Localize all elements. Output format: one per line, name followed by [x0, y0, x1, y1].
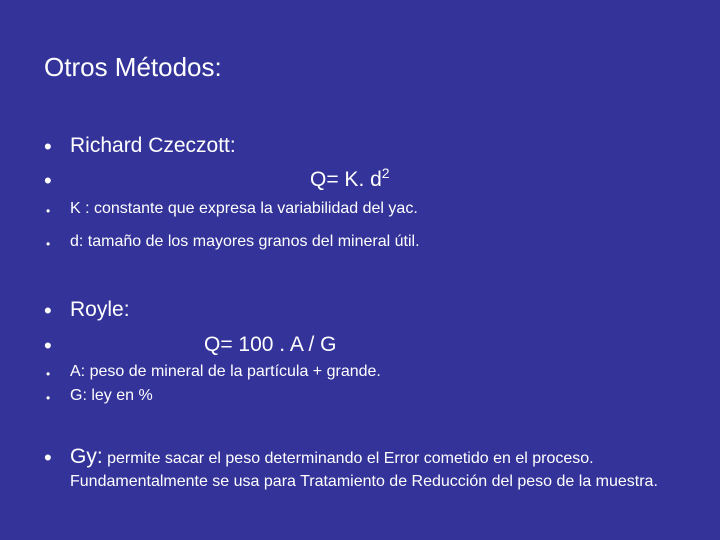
bullet-royle: •	[44, 298, 52, 323]
royle-item-g: G: ley en %	[70, 387, 153, 404]
czeczott-formula-exponent: 2	[381, 165, 390, 181]
gy-label: Gy:	[70, 445, 103, 468]
czeczott-item-d: d: tamaño de los mayores granos del mineral útil.	[70, 233, 420, 250]
gy-text-1: permite sacar el peso determinando el Error cometido en el proceso.	[107, 450, 594, 467]
bullet-czeczott-item-1: •	[46, 204, 51, 218]
royle-formula: Q= 100 . A / G	[204, 333, 337, 356]
slide-title: Otros Métodos:	[44, 52, 222, 82]
royle-heading: Royle:	[70, 298, 130, 321]
gy-line-1	[70, 445, 594, 469]
czeczott-heading: Richard Czeczott:	[70, 134, 236, 157]
bullet-royle-formula: •	[44, 333, 52, 358]
gy-text-2: Fundamentalmente se usa para Tratamiento de Reducción del peso de la muestra.	[70, 473, 658, 490]
czeczott-formula	[310, 165, 390, 192]
bullet-czeczott: •	[44, 134, 52, 159]
bullet-royle-item-2: •	[46, 391, 51, 405]
bullet-gy: •	[44, 445, 52, 470]
czeczott-item-k: K : constante que expresa la variabilidad del yac.	[70, 200, 418, 217]
bullet-royle-item-1: •	[46, 367, 51, 381]
royle-item-a: A: peso de mineral de la partícula + grande.	[70, 363, 381, 380]
bullet-czeczott-item-2: •	[46, 237, 51, 251]
bullet-czeczott-formula: •	[44, 168, 52, 193]
czeczott-formula-base: Q= K. d	[310, 168, 382, 191]
